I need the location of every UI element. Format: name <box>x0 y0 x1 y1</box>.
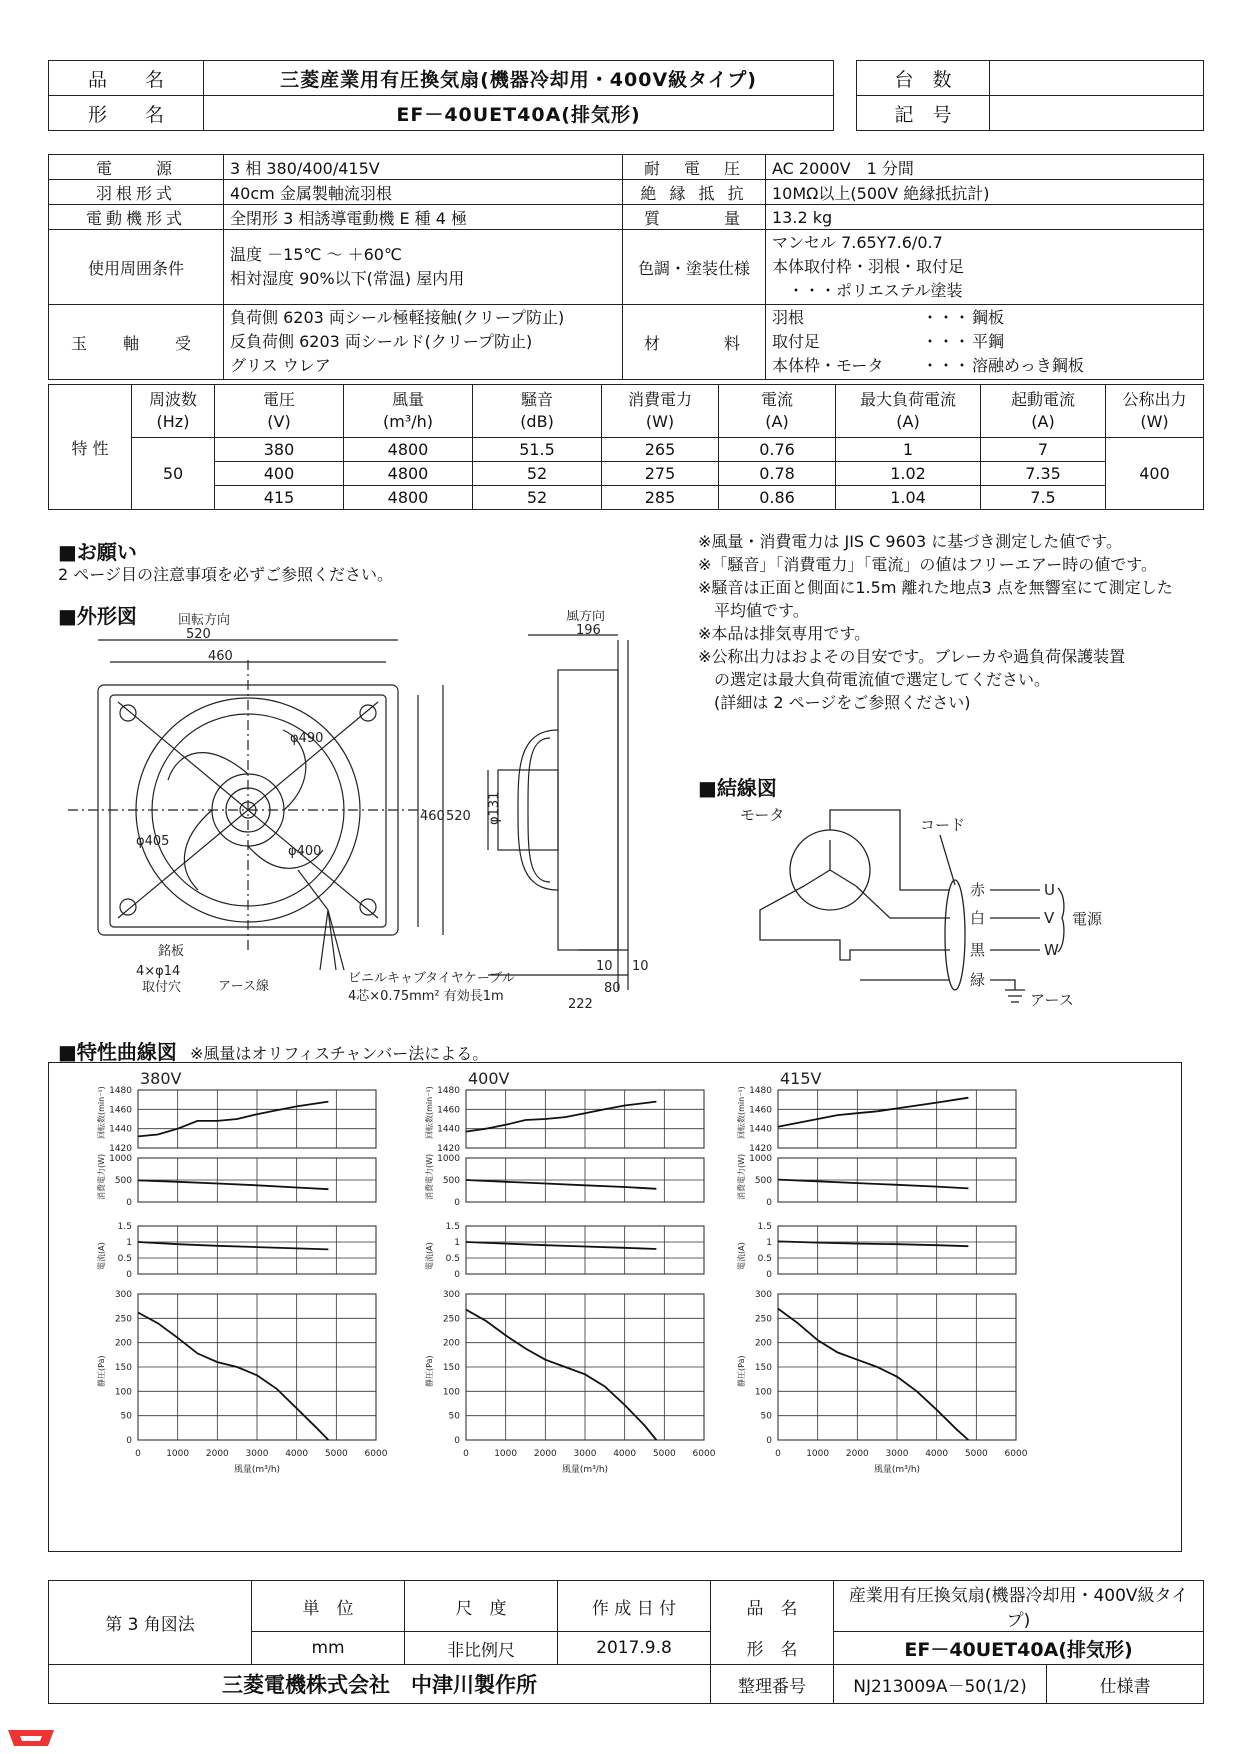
holes-label: 4×φ14 <box>136 964 181 979</box>
chart-title: 400V <box>468 1069 510 1088</box>
wire-black: 黒 <box>970 941 986 959</box>
wire-green: 緑 <box>970 971 986 989</box>
y-tick-label: 0.5 <box>117 1254 132 1264</box>
x-axis-label: 風量(m³/h) <box>233 1465 281 1475</box>
product-label-footer: 品 名 <box>711 1581 834 1632</box>
material-line <box>772 306 1197 330</box>
series-line <box>138 1102 328 1137</box>
color-line: 本体取付枠・羽根・取付足 <box>772 257 965 276</box>
phi405-label: φ405 <box>136 834 170 849</box>
model-label: 形 名 <box>49 96 204 131</box>
x-tick-label: 2000 <box>205 1449 229 1459</box>
y-tick-label: 1480 <box>749 1086 772 1096</box>
number-value: NJ213009A－50(1/2) <box>834 1665 1047 1704</box>
dim-196: 196 <box>576 623 601 638</box>
y-tick-label: 0 <box>454 1270 460 1280</box>
x-tick-label: 4000 <box>285 1449 309 1459</box>
header-unit: (A) <box>1031 412 1055 431</box>
char-row <box>49 462 1204 486</box>
x-tick-label: 1000 <box>166 1449 190 1459</box>
series-line <box>138 1242 328 1249</box>
product-footer: 産業用有圧換気扇(機器冷却用・400V級タイプ) <box>834 1581 1204 1632</box>
spec-value: 10MΩ以上(500V 絶縁抵抗計) <box>766 180 1204 205</box>
x-tick-label: 6000 <box>364 1449 388 1459</box>
spec-row <box>49 205 1204 230</box>
y-axis-label: 静圧(Pa) <box>97 1355 106 1387</box>
char-cell: 7 <box>981 438 1106 462</box>
x-tick-label: 6000 <box>692 1449 716 1459</box>
x-tick-label: 0 <box>775 1449 781 1459</box>
material-label: 材 料 <box>623 305 766 380</box>
terminal-u: U <box>1044 881 1055 899</box>
model-label-footer: 形 名 <box>711 1632 834 1665</box>
bearing-line: 反負荷側 6203 両シールド(クリープ防止) <box>230 332 533 351</box>
power-label: 電源 <box>1072 910 1103 928</box>
x-tick-label: 5000 <box>324 1449 348 1459</box>
series-line <box>138 1180 328 1189</box>
rotation-label: 回転方向 <box>178 613 231 628</box>
char-row <box>49 486 1204 510</box>
y-tick-label: 100 <box>442 1387 460 1398</box>
material-dots: ・・・ <box>922 356 971 375</box>
y-tick-label: 1460 <box>437 1105 460 1116</box>
dim-520-v: 520 <box>446 809 471 824</box>
frequency-cell: 50 <box>132 438 215 510</box>
material-name: 平鋼 <box>972 332 1005 351</box>
series-line <box>778 1309 968 1440</box>
x-tick-label: 1000 <box>806 1449 830 1459</box>
char-cell: 265 <box>602 438 719 462</box>
projection: 第 3 角図法 <box>49 1581 252 1665</box>
y-axis-label: 静圧(Pa) <box>737 1355 746 1387</box>
bearing-label: 玉 軸 受 <box>49 305 224 380</box>
char-header <box>1106 385 1204 438</box>
y-tick-label: 0 <box>766 1436 772 1446</box>
spec-row <box>49 155 1204 180</box>
char-cell: 0.76 <box>719 438 836 462</box>
count-table <box>856 60 1204 131</box>
header-unit: (Hz) <box>156 412 190 431</box>
char-cell: 4800 <box>344 438 473 462</box>
spec-row <box>49 180 1204 205</box>
spec-row <box>49 305 1204 380</box>
y-tick-label: 1420 <box>749 1144 772 1154</box>
material-line <box>772 354 1197 378</box>
y-axis-label: 電流(A) <box>97 1242 106 1270</box>
outline-drawing <box>58 610 698 1010</box>
char-row <box>49 438 1204 462</box>
material-dots: ・・・ <box>922 308 971 327</box>
notes-block <box>698 530 1198 714</box>
phi490-label: φ490 <box>290 731 324 746</box>
series-line <box>466 1102 656 1132</box>
series-line <box>778 1098 968 1127</box>
char-cell: 51.5 <box>473 438 602 462</box>
spec-value: 13.2 kg <box>766 205 1204 230</box>
char-cell: 285 <box>602 486 719 510</box>
char-header <box>602 385 719 438</box>
y-tick-label: 1.5 <box>117 1222 132 1232</box>
x-tick-label: 3000 <box>573 1449 597 1459</box>
x-tick-label: 3000 <box>245 1449 269 1459</box>
char-cell: 52 <box>473 486 602 510</box>
y-tick-label: 0 <box>454 1198 460 1208</box>
y-tick-label: 0 <box>766 1198 772 1208</box>
header-name: 公称出力 <box>1122 390 1187 409</box>
env-line: 相対湿度 90%以下(常温) 屋内用 <box>230 269 465 288</box>
char-header <box>132 385 215 438</box>
x-tick-label: 0 <box>135 1449 141 1459</box>
y-tick-label: 200 <box>754 1338 772 1349</box>
header-unit: (dB) <box>520 412 554 431</box>
bearing-value <box>224 305 623 380</box>
spec-table <box>48 154 1204 380</box>
char-cell: 4800 <box>344 462 473 486</box>
y-axis-label: 回転数(min⁻¹) <box>97 1086 106 1139</box>
y-axis-label: 消費電力(W) <box>737 1153 746 1200</box>
y-tick-label: 1440 <box>437 1124 460 1135</box>
holes-label-2: 取付穴 <box>142 980 182 995</box>
request-text: 2 ページ目の注意事項を必ずご参照ください。 <box>58 565 393 584</box>
x-tick-label: 2000 <box>533 1449 557 1459</box>
curves-heading <box>58 1036 488 1065</box>
earth-label: アース <box>1030 991 1074 1009</box>
count-value <box>990 61 1204 96</box>
dim-10a: 10 <box>596 959 613 974</box>
corner-logo-icon <box>6 1726 58 1750</box>
note-line: ※本品は排気専用です。 <box>698 624 871 643</box>
note-line: の選定は最大負荷電流値で選定してください。 <box>698 670 1051 689</box>
series-line <box>138 1313 328 1441</box>
y-tick-label: 1440 <box>109 1124 132 1135</box>
y-tick-label: 1460 <box>749 1105 772 1116</box>
y-tick-label: 0 <box>766 1270 772 1280</box>
dim-10b: 10 <box>632 959 649 974</box>
model-footer: EF－40UET40A(排気形) <box>834 1632 1204 1665</box>
x-tick-label: 4000 <box>613 1449 637 1459</box>
header-name: 消費電力 <box>627 390 692 409</box>
y-tick-label: 100 <box>114 1387 132 1398</box>
wire-white: 白 <box>970 909 986 927</box>
header-name: 最大負荷電流 <box>859 390 956 409</box>
env-line: 温度 －15℃ ～ ＋60℃ <box>230 245 402 264</box>
phi131-label: φ131 <box>487 791 502 825</box>
dim-80: 80 <box>604 981 621 996</box>
y-tick-label: 1480 <box>109 1086 132 1096</box>
y-tick-label: 0.5 <box>445 1254 460 1264</box>
characteristic-curves <box>48 1062 1180 1550</box>
y-tick-label: 1.5 <box>445 1222 460 1232</box>
y-axis-label: 電流(A) <box>425 1242 434 1270</box>
cable-spec-label: 4芯×0.75mm² 有効長1m <box>348 989 504 1004</box>
y-tick-label: 50 <box>760 1411 772 1422</box>
material-name: 溶融めっき鋼板 <box>972 356 1084 375</box>
y-tick-label: 1 <box>766 1238 772 1248</box>
note-line: ※「騒音」「消費電力」「電流」の値はフリーエアー時の値です。 <box>698 555 1158 574</box>
date-label: 作 成 日 付 <box>558 1581 711 1632</box>
count-label: 台 数 <box>857 61 990 96</box>
spec-label: 羽根形式 <box>49 180 224 205</box>
series-line <box>466 1310 656 1440</box>
y-tick-label: 1000 <box>109 1154 132 1164</box>
company-name: 三菱電機株式会社 中津川製作所 <box>49 1665 711 1704</box>
y-tick-label: 250 <box>754 1314 772 1325</box>
x-axis-label: 風量(m³/h) <box>873 1465 921 1475</box>
doc-type: 仕様書 <box>1047 1665 1204 1704</box>
dim-460-v: 460 <box>420 809 445 824</box>
header-unit: (A) <box>896 412 920 431</box>
x-tick-label: 6000 <box>1004 1449 1028 1459</box>
y-tick-label: 300 <box>754 1290 772 1300</box>
note-line: ※公称出力はおよその目安です。ブレーカや過負荷保護装置 <box>698 647 1126 666</box>
y-tick-label: 200 <box>442 1338 460 1349</box>
spec-value: 3 相 380/400/415V <box>224 155 623 180</box>
color-label: 色調・塗装仕様 <box>623 230 766 305</box>
footer-table <box>48 1580 1204 1704</box>
y-tick-label: 1480 <box>437 1086 460 1096</box>
header-unit: (V) <box>267 412 291 431</box>
note-line: ※騒音は正面と側面に1.5m 離れた地点3 点を無響室にて測定した <box>698 578 1173 597</box>
y-tick-label: 500 <box>442 1176 460 1186</box>
char-cell: 415 <box>215 486 344 510</box>
y-axis-label: 消費電力(W) <box>97 1153 106 1200</box>
x-tick-label: 4000 <box>925 1449 949 1459</box>
product-name-label: 品 名 <box>49 61 204 96</box>
spec-value: 40cm 金属製軸流羽根 <box>224 180 623 205</box>
char-cell: 275 <box>602 462 719 486</box>
color-value <box>766 230 1204 305</box>
symbol-value <box>990 96 1204 131</box>
y-tick-label: 1.5 <box>757 1222 772 1232</box>
y-tick-label: 0.5 <box>757 1254 772 1264</box>
y-tick-label: 300 <box>442 1290 460 1300</box>
spec-label: 絶 縁 抵 抗 <box>623 180 766 205</box>
number-label: 整理番号 <box>711 1665 834 1704</box>
char-cell: 1.02 <box>836 462 981 486</box>
cord-label: コード <box>920 816 966 834</box>
dim-460-h: 460 <box>208 649 233 664</box>
series-line <box>466 1242 656 1249</box>
unit-value: mm <box>252 1632 405 1665</box>
env-value <box>224 230 623 305</box>
characteristics-table <box>48 384 1204 510</box>
header-name: 起動電流 <box>1010 390 1075 409</box>
wiring-title: ■結線図 <box>698 776 777 800</box>
material-part: 本体枠・モータ <box>772 356 884 375</box>
terminal-w: W <box>1044 941 1059 959</box>
unit-label: 単 位 <box>252 1581 405 1632</box>
char-cell: 4800 <box>344 486 473 510</box>
wiring-diagram <box>740 800 1120 1020</box>
header-name: 電圧 <box>262 390 295 409</box>
y-tick-label: 250 <box>442 1314 460 1325</box>
request-title: ■お願い <box>58 540 137 564</box>
note-line: 平均値です。 <box>698 601 809 620</box>
chart-title: 415V <box>780 1069 822 1088</box>
y-tick-label: 0 <box>126 1436 132 1446</box>
y-tick-label: 500 <box>754 1176 772 1186</box>
spec-label: 質 量 <box>623 205 766 230</box>
x-axis-label: 風量(m³/h) <box>561 1465 609 1475</box>
scale-label: 尺 度 <box>405 1581 558 1632</box>
char-header <box>473 385 602 438</box>
material-part: 取付足 <box>772 332 821 351</box>
y-axis-label: 回転数(min⁻¹) <box>737 1086 746 1139</box>
color-line: マンセル 7.65Y7.6/0.7 <box>772 233 943 252</box>
bearing-line: グリス ウレア <box>230 356 331 375</box>
material-dots: ・・・ <box>922 332 971 351</box>
char-cell: 380 <box>215 438 344 462</box>
outline-title: ■外形図 <box>58 604 137 628</box>
y-tick-label: 1440 <box>749 1124 772 1135</box>
note-line: ※風量・消費電力は JIS C 9603 に基づき測定した値です。 <box>698 532 1122 551</box>
y-tick-label: 1000 <box>749 1154 772 1164</box>
y-tick-label: 0 <box>126 1198 132 1208</box>
terminal-v: V <box>1044 909 1055 927</box>
note-line: (詳細は 2 ページをご参照ください) <box>698 693 971 712</box>
scale-value: 非比例尺 <box>405 1632 558 1665</box>
x-tick-label: 5000 <box>964 1449 988 1459</box>
y-tick-label: 0 <box>454 1436 460 1446</box>
y-axis-label: 静圧(Pa) <box>425 1355 434 1387</box>
nameplate-label: 銘板 <box>158 944 185 959</box>
y-tick-label: 1 <box>454 1238 460 1248</box>
header-name: 電流 <box>760 390 793 409</box>
y-tick-label: 0 <box>126 1270 132 1280</box>
y-tick-label: 1 <box>126 1238 132 1248</box>
y-tick-label: 200 <box>114 1338 132 1349</box>
spec-row <box>49 230 1204 305</box>
curves-title: ■特性曲線図 <box>58 1040 177 1064</box>
header-unit: (m³/h) <box>382 412 433 431</box>
material-part: 羽根 <box>772 308 805 327</box>
spec-label: 電動機形式 <box>49 205 224 230</box>
product-header-table <box>48 60 834 131</box>
char-header <box>719 385 836 438</box>
header-name: 風量 <box>391 390 424 409</box>
bearing-line: 負荷側 6203 両シール極軽接触(クリープ防止) <box>230 308 565 327</box>
x-tick-label: 1000 <box>494 1449 518 1459</box>
series-line <box>466 1180 656 1189</box>
spec-label: 電 源 <box>49 155 224 180</box>
series-line <box>778 1180 968 1189</box>
env-label: 使用周囲条件 <box>49 230 224 305</box>
char-cell: 0.78 <box>719 462 836 486</box>
material-value <box>766 305 1204 380</box>
curves-note: ※風量はオリフィスチャンバー法による。 <box>190 1044 489 1063</box>
char-cell: 400 <box>215 462 344 486</box>
char-header <box>344 385 473 438</box>
y-tick-label: 1420 <box>109 1144 132 1154</box>
char-header <box>981 385 1106 438</box>
y-tick-label: 500 <box>114 1176 132 1186</box>
wire-red: 赤 <box>970 881 986 899</box>
y-tick-label: 1420 <box>437 1144 460 1154</box>
motor-label: モータ <box>740 806 785 824</box>
y-tick-label: 150 <box>442 1363 460 1373</box>
header-unit: (A) <box>765 412 789 431</box>
spec-value: AC 2000V 1 分間 <box>766 155 1204 180</box>
header-name: 騒音 <box>520 390 553 409</box>
char-cell: 1 <box>836 438 981 462</box>
phi400-label: φ400 <box>288 844 322 859</box>
color-line: ・・・ポリエステル塗装 <box>772 281 963 300</box>
x-tick-label: 3000 <box>885 1449 909 1459</box>
y-tick-label: 150 <box>754 1363 772 1373</box>
char-label: 特 性 <box>49 385 132 510</box>
y-tick-label: 250 <box>114 1314 132 1325</box>
y-axis-label: 回転数(min⁻¹) <box>425 1086 434 1139</box>
chart-title: 380V <box>140 1069 182 1088</box>
earth-wire-label: アース線 <box>218 979 269 994</box>
char-header <box>836 385 981 438</box>
char-cell: 7.35 <box>981 462 1106 486</box>
y-tick-label: 50 <box>448 1411 460 1422</box>
product-name: 三菱産業用有圧換気扇(機器冷却用・400V級タイプ) <box>204 61 834 96</box>
rated-output-cell: 400 <box>1106 438 1204 510</box>
y-tick-label: 300 <box>114 1290 132 1300</box>
cable-label: ビニルキャブタイヤケーブル <box>348 971 515 986</box>
char-header <box>215 385 344 438</box>
header-unit: (W) <box>1140 412 1169 431</box>
dim-520-h: 520 <box>186 627 211 642</box>
y-axis-label: 電流(A) <box>737 1242 746 1270</box>
material-line <box>772 330 1197 354</box>
material-name: 鋼板 <box>972 308 1005 327</box>
x-tick-label: 5000 <box>652 1449 676 1459</box>
x-tick-label: 2000 <box>845 1449 869 1459</box>
char-cell: 7.5 <box>981 486 1106 510</box>
y-tick-label: 1000 <box>437 1154 460 1164</box>
char-cell: 0.86 <box>719 486 836 510</box>
model-name: EF－40UET40A(排気形) <box>204 96 834 131</box>
x-tick-label: 0 <box>463 1449 469 1459</box>
y-tick-label: 100 <box>754 1387 772 1398</box>
spec-label: 耐 電 圧 <box>623 155 766 180</box>
char-header-row <box>49 385 1204 438</box>
y-tick-label: 1460 <box>109 1105 132 1116</box>
y-axis-label: 消費電力(W) <box>425 1153 434 1200</box>
header-unit: (W) <box>645 412 675 431</box>
symbol-label: 記 号 <box>857 96 990 131</box>
wind-direction-label: 風方向 <box>566 610 606 624</box>
y-tick-label: 50 <box>120 1411 132 1422</box>
spec-value: 全閉形 3 相誘導電動機 E 種 4 極 <box>224 205 623 230</box>
char-cell: 1.04 <box>836 486 981 510</box>
header-name: 周波数 <box>148 390 197 409</box>
dim-222: 222 <box>568 997 593 1010</box>
char-cell: 52 <box>473 462 602 486</box>
date-value: 2017.9.8 <box>558 1632 711 1665</box>
y-tick-label: 150 <box>114 1363 132 1373</box>
